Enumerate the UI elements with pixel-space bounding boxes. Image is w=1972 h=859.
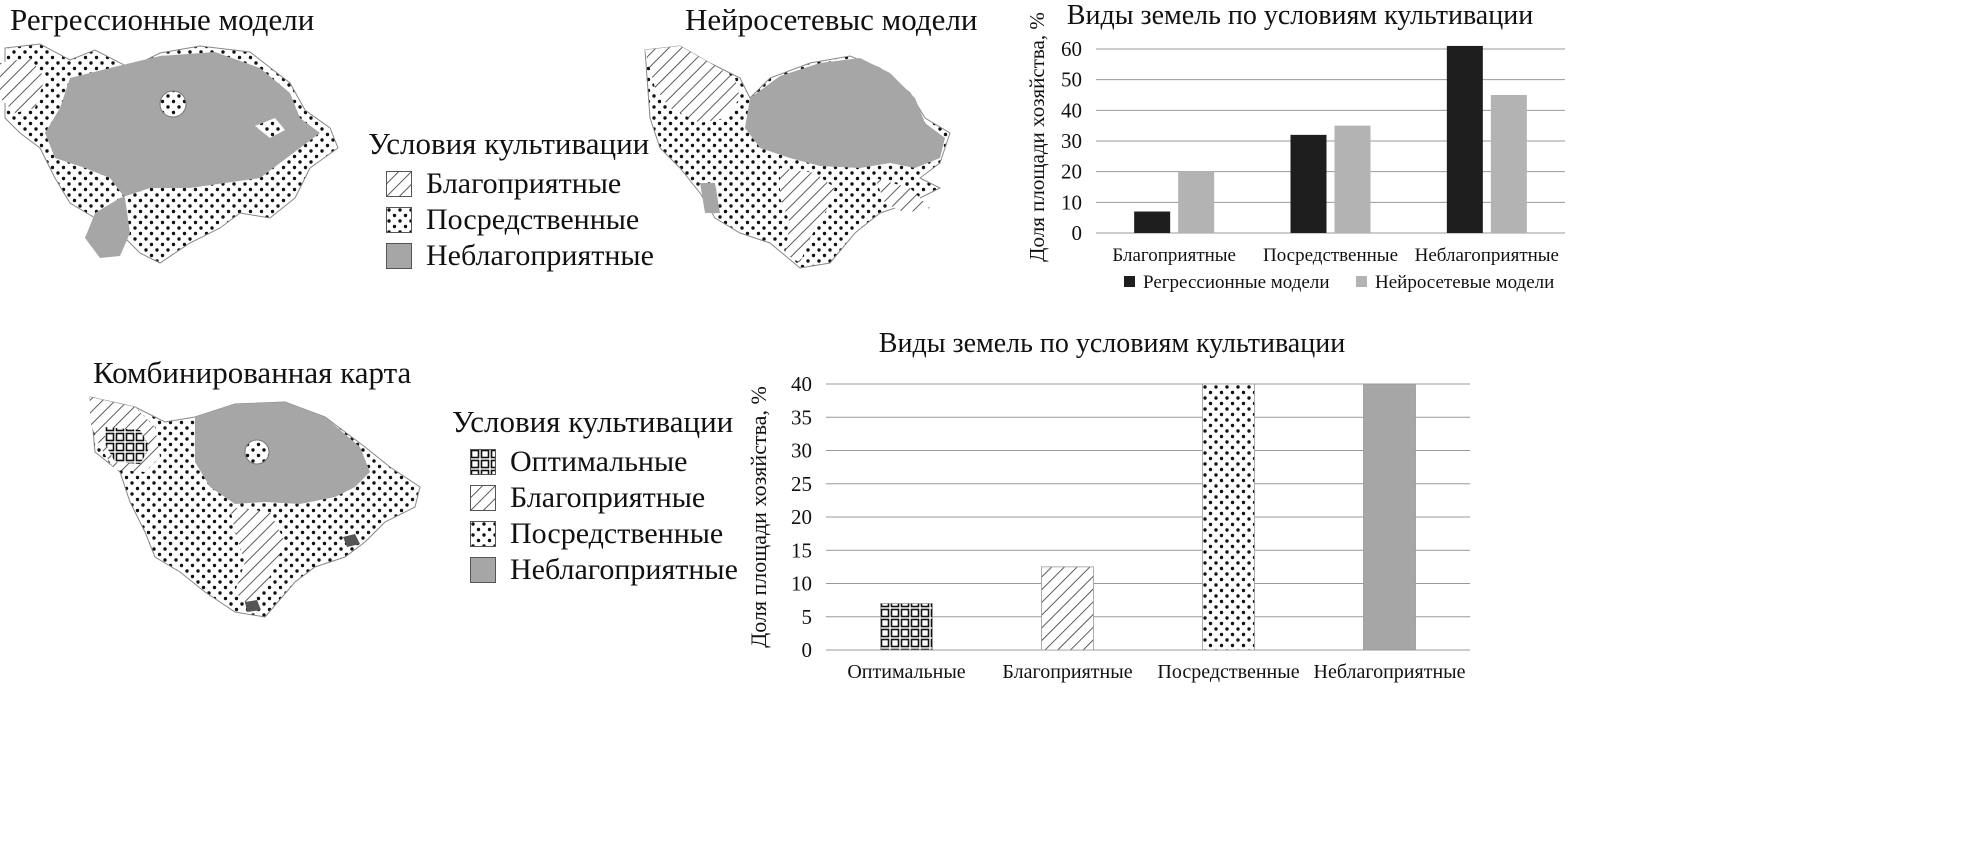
legend-top-item-favorable xyxy=(386,166,654,202)
legend-swatch xyxy=(1356,276,1367,287)
legend-bottom-item-unfavorable xyxy=(470,552,738,588)
bar xyxy=(1291,135,1327,233)
y-tick-label: 10 xyxy=(1061,190,1082,215)
bar xyxy=(1491,95,1527,233)
y-tick-label: 20 xyxy=(791,505,812,529)
x-tick-label: Посредственные xyxy=(1157,661,1300,683)
legend-bottom-item-mediocre xyxy=(470,516,738,552)
y-tick-label: 0 xyxy=(1071,221,1082,245)
legend-top-item-unfavorable xyxy=(386,238,654,274)
legend-top-label-unfavorable: Неблагоприятные xyxy=(426,239,654,272)
legend-bottom xyxy=(452,404,738,588)
solid-swatch-icon xyxy=(386,243,412,269)
chart-top-title: Виды земель по условиям культивации xyxy=(1066,0,1534,31)
y-tick-label: 40 xyxy=(1061,98,1082,123)
x-tick-label: Неблагоприятные xyxy=(1414,245,1559,266)
bar xyxy=(1134,212,1170,233)
legend-top xyxy=(368,126,654,274)
bar xyxy=(1447,46,1483,233)
legend-bottom-label-unfavorable: Неблагоприятные xyxy=(510,553,738,586)
y-tick-label: 30 xyxy=(791,438,812,463)
bar xyxy=(1042,567,1094,650)
legend-swatch xyxy=(1124,276,1135,287)
y-tick-label: 30 xyxy=(1061,129,1082,153)
map-regression xyxy=(0,38,345,273)
legend-top-label-favorable: Благоприятные xyxy=(426,167,622,200)
chart-bottom-ylabel: Доля площади хозяйства, % xyxy=(746,386,771,648)
legend-top-label-mediocre: Посредственные xyxy=(426,203,640,236)
y-tick-label: 10 xyxy=(791,571,812,596)
map-combined xyxy=(85,392,430,627)
hatch-swatch-icon xyxy=(470,485,496,511)
dots-swatch-icon xyxy=(386,207,412,233)
chart-top-ylabel: Доля площади хозяйства, % xyxy=(1025,12,1049,262)
y-tick-label: 5 xyxy=(801,604,812,629)
map-title-neural: Нейросетевыс модели xyxy=(685,2,978,37)
y-tick-label: 35 xyxy=(791,405,812,430)
bar xyxy=(881,603,933,650)
x-tick-label: Благоприятные xyxy=(1002,661,1133,683)
x-tick-label: Оптимальные xyxy=(847,661,966,683)
x-tick-label: Посредственные xyxy=(1262,245,1399,266)
hatch-swatch-icon xyxy=(386,171,412,197)
bar xyxy=(1203,384,1255,650)
y-tick-label: 0 xyxy=(801,638,812,662)
legend-bottom-item-optimal xyxy=(470,444,738,480)
legend-label: Регрессионные модели xyxy=(1143,272,1330,293)
bar xyxy=(1335,126,1371,233)
legend-bottom-label-mediocre: Посредственные xyxy=(510,517,724,550)
y-tick-label: 25 xyxy=(791,471,812,496)
map-title-regression: Регрессионные модели xyxy=(10,2,315,37)
y-tick-label: 40 xyxy=(791,372,812,396)
bar xyxy=(1364,384,1416,650)
legend-top-title: Условия культивации xyxy=(368,126,650,161)
chart-bottom xyxy=(740,318,1972,859)
legend-top-item-mediocre xyxy=(386,202,654,238)
x-tick-label: Благоприятные xyxy=(1112,245,1236,266)
legend-bottom-item-favorable xyxy=(470,480,738,516)
map-neural xyxy=(640,38,975,273)
dots-swatch-icon xyxy=(470,521,496,547)
map-title-combined: Комбинированная карта xyxy=(93,355,412,390)
y-tick-label: 50 xyxy=(1061,67,1082,92)
legend-bottom-label-optimal: Оптимальные xyxy=(510,445,688,478)
bar xyxy=(1178,172,1214,233)
y-tick-label: 15 xyxy=(791,538,812,563)
legend-label: Нейросетевые модели xyxy=(1375,272,1555,293)
x-tick-label: Неблагоприятные xyxy=(1313,661,1466,683)
optimal-swatch-icon xyxy=(470,449,496,475)
legend-bottom-label-favorable: Благоприятные xyxy=(510,481,706,514)
legend-bottom-title: Условия культивации xyxy=(452,404,734,439)
y-tick-label: 60 xyxy=(1061,37,1082,61)
solid-swatch-icon xyxy=(470,557,496,583)
chart-bottom-title: Виды земель по условиям культивации xyxy=(878,328,1346,359)
y-tick-label: 20 xyxy=(1061,159,1082,184)
